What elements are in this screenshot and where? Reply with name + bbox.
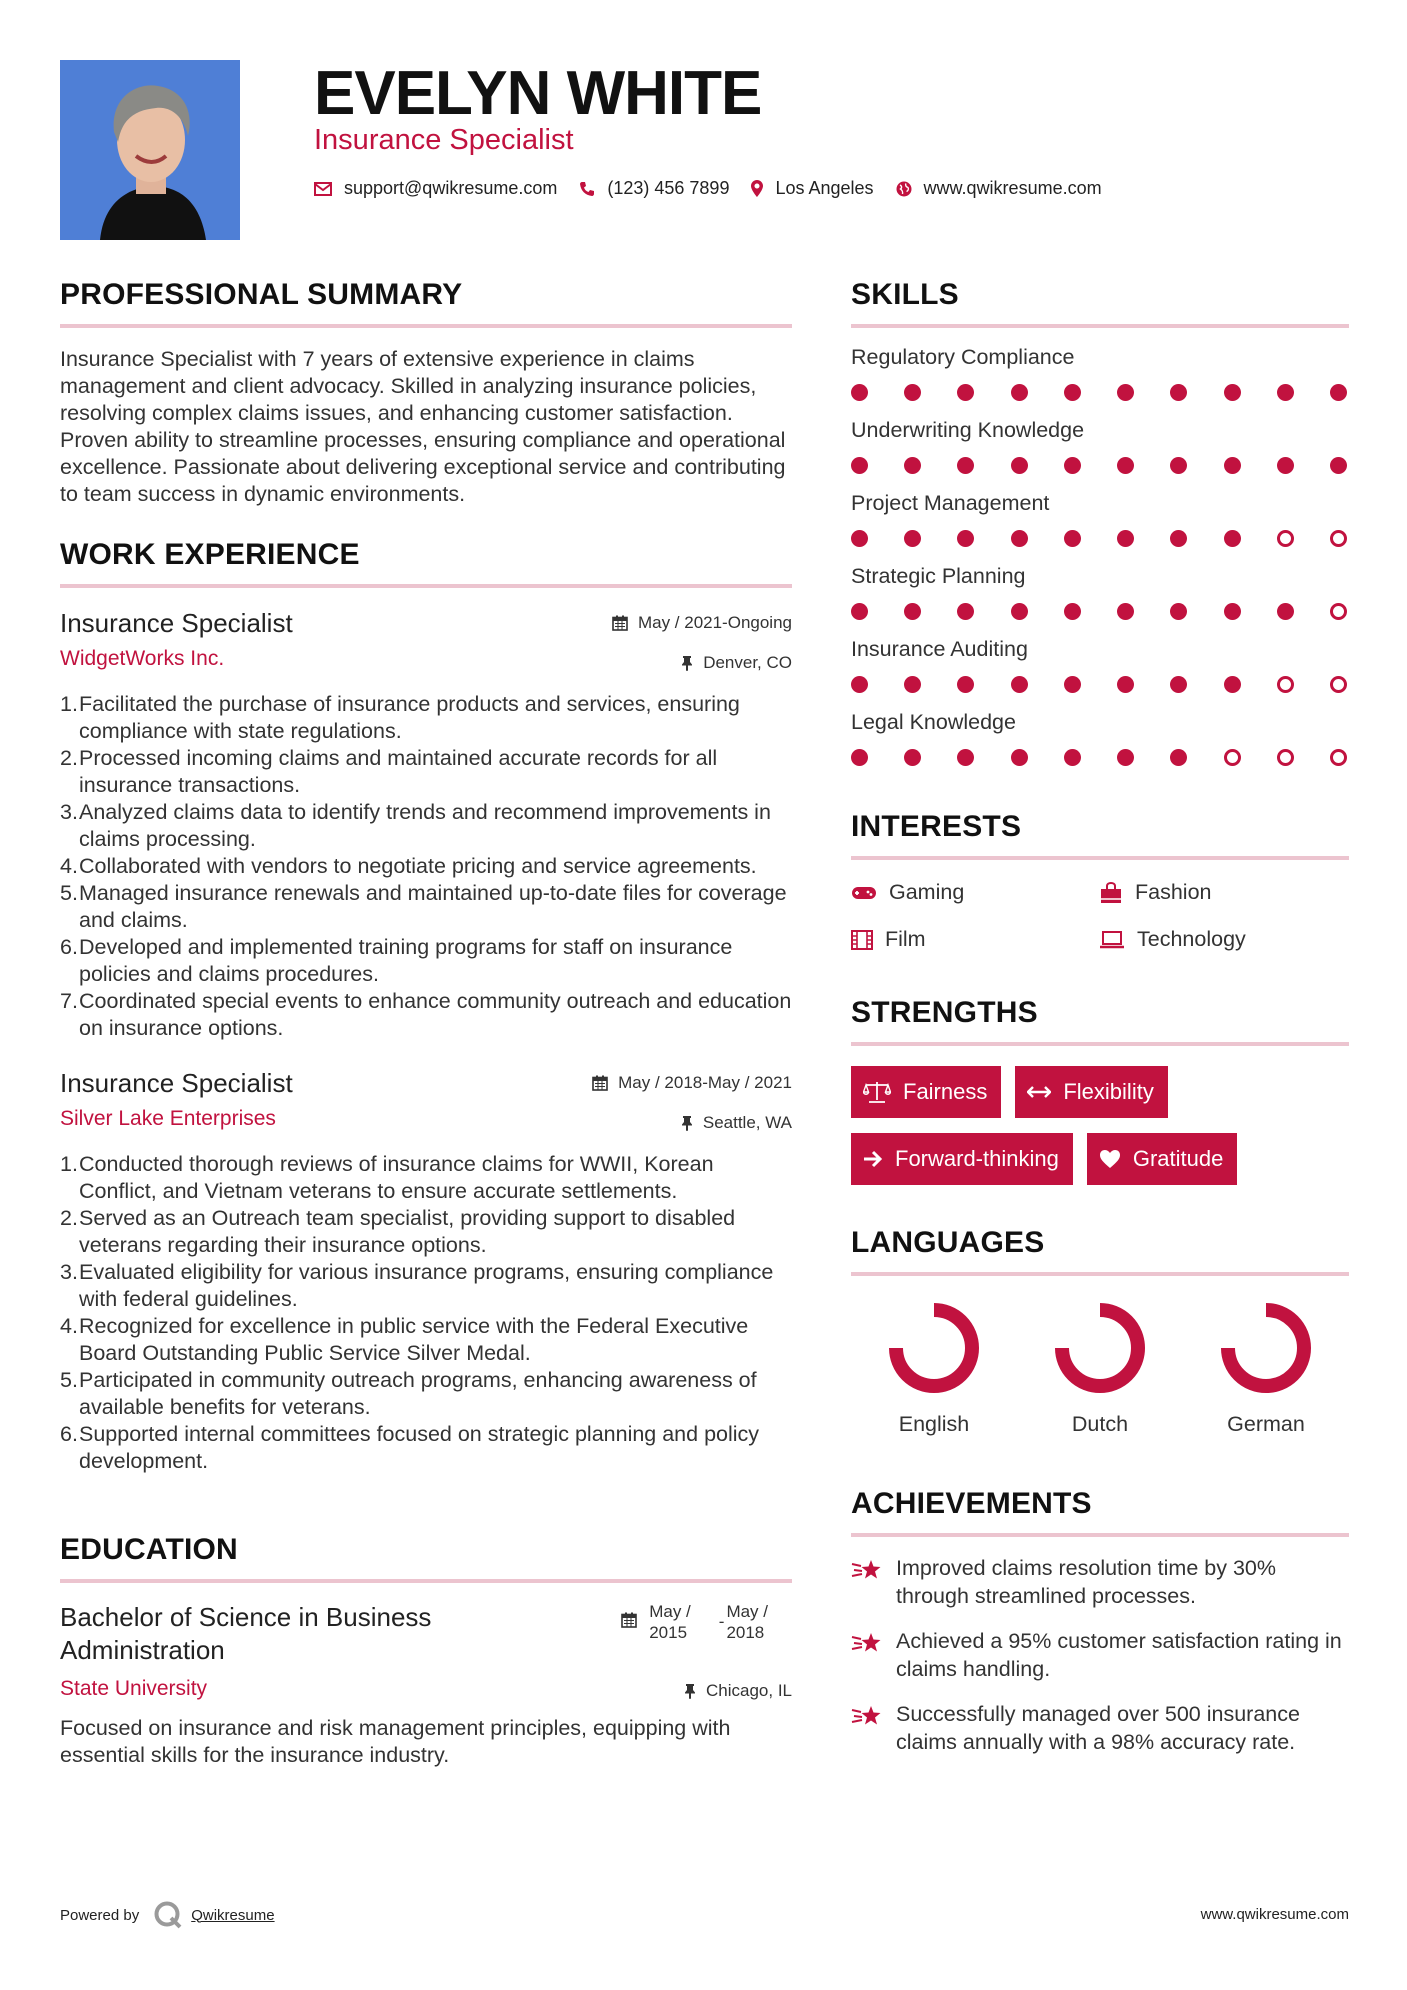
list-item: 5. Managed insurance renewals and maintained up-to-date files for coverage and claims. <box>60 881 787 932</box>
education-section <box>60 1533 792 1769</box>
interest-label: Fashion <box>1135 880 1212 904</box>
shooting-star-icon <box>851 1703 883 1729</box>
rating-dot-filled <box>851 384 868 401</box>
job-title: Insurance Specialist <box>60 608 293 638</box>
company-name: WidgetWorks Inc. <box>60 647 225 670</box>
skill-name: Legal Knowledge <box>851 710 1016 734</box>
skill-item <box>851 345 1349 401</box>
phone-icon <box>579 181 595 197</box>
interest-label: Gaming <box>889 880 965 904</box>
achievement-item <box>851 1554 1349 1610</box>
rating-dot-empty <box>1330 530 1347 547</box>
calendar-icon <box>621 1612 637 1628</box>
interest-item <box>851 880 1099 905</box>
rating-dot-filled <box>1224 530 1241 547</box>
rating-dot-filled <box>1064 676 1081 693</box>
degree-title: Bachelor of Science in Business Administration <box>60 1602 432 1665</box>
job-entry <box>60 1068 792 1475</box>
list-item: 3. Evaluated eligibility for various insurance programs, ensuring compliance with federal guidelines. <box>60 1260 774 1311</box>
rating-dot-filled <box>851 603 868 620</box>
rating-dot-filled <box>1011 384 1028 401</box>
language-item <box>1017 1300 1183 1437</box>
rating-dot-empty <box>1330 676 1347 693</box>
job-dates <box>612 613 792 633</box>
rating-dot-empty <box>1277 676 1294 693</box>
rating-dot-filled <box>1064 603 1081 620</box>
rating-dot-filled <box>851 676 868 693</box>
strength-label: Flexibility <box>1063 1079 1154 1104</box>
shopping-bag-icon <box>1099 882 1123 904</box>
strength-chip <box>1087 1133 1238 1185</box>
rating-dot-filled <box>1117 457 1134 474</box>
job-bullets <box>60 691 792 1042</box>
location-text: Los Angeles <box>775 178 874 198</box>
strength-label: Gratitude <box>1132 1146 1224 1171</box>
balance-scale-icon <box>863 1081 891 1103</box>
section-title: EDUCATION <box>60 1533 238 1566</box>
rating-dot-filled <box>1330 457 1347 474</box>
rating-dot-filled <box>851 457 868 474</box>
map-marker-icon <box>751 180 763 197</box>
summary-text: Insurance Specialist with 7 years of extensive experience in claims management and client advocacy. Skilled in analyzing insurance policies, resolving complex claims issues, and enhancing customer satisfaction. Proven ability to streamline processes, ensuring compliance and operational excellence. Passionate about delivering exceptional service and contributing to team success in dynamic environments. <box>60 347 786 506</box>
rating-dot-filled <box>851 530 868 547</box>
section-title: WORK EXPERIENCE <box>60 538 360 571</box>
envelope-icon <box>314 182 332 196</box>
interest-label: Technology <box>1137 927 1246 951</box>
strength-chip <box>851 1066 1001 1118</box>
rating-dot-filled <box>957 530 974 547</box>
skill-name: Regulatory Compliance <box>851 345 1075 369</box>
rating-dot-filled <box>1170 384 1187 401</box>
contact-website[interactable] <box>896 178 1102 199</box>
list-item: 4. Collaborated with vendors to negotiate pricing and service agreements. <box>60 854 757 878</box>
qwikresume-logo-icon <box>153 1900 183 1930</box>
brand-link[interactable]: Qwikresume <box>191 1906 275 1924</box>
section-divider <box>851 856 1349 860</box>
rating-dot-filled <box>1117 384 1134 401</box>
skill-rating <box>851 457 1349 474</box>
interests-section <box>851 810 1349 952</box>
job-title: Insurance Specialist <box>60 1068 293 1098</box>
job-location <box>681 1113 792 1133</box>
candidate-name: EVELYN WHITE <box>314 59 762 128</box>
language-level-arc <box>1062 1310 1138 1386</box>
pin-icon <box>684 1683 696 1699</box>
language-item <box>851 1300 1017 1437</box>
rating-dot-filled <box>1011 603 1028 620</box>
dates-text: May / 2021-Ongoing <box>637 613 792 632</box>
interest-item <box>1099 880 1347 905</box>
date-separator: - <box>718 1612 725 1631</box>
list-item: 2. Served as an Outreach team specialist, providing support to disabled veterans regarding their insurance options. <box>60 1206 736 1257</box>
start-date: May / 2015 <box>649 1602 691 1642</box>
skills-section <box>851 278 1349 766</box>
rating-dot-filled <box>851 749 868 766</box>
skill-item <box>851 637 1349 693</box>
section-divider <box>851 1533 1349 1537</box>
language-proficiency-ring <box>886 1300 982 1396</box>
languages-section <box>851 1226 1349 1437</box>
rating-dot-filled <box>1277 384 1294 401</box>
rating-dot-filled <box>1011 457 1028 474</box>
section-title: SKILLS <box>851 278 959 311</box>
language-level-arc <box>1228 1310 1304 1386</box>
strength-chip <box>1015 1066 1167 1118</box>
contact-bar <box>314 178 1124 199</box>
rating-dot-filled <box>904 676 921 693</box>
rating-dot-filled <box>1064 457 1081 474</box>
language-name: Dutch <box>1071 1412 1129 1436</box>
rating-dot-filled <box>1011 749 1028 766</box>
rating-dot-filled <box>904 749 921 766</box>
rating-dot-filled <box>904 457 921 474</box>
arrow-right-icon <box>863 1150 883 1168</box>
shooting-star-icon <box>851 1630 883 1656</box>
email-text: support@qwikresume.com <box>344 178 558 198</box>
rating-dot-filled <box>957 384 974 401</box>
list-item: 6. Developed and implemented training programs for staff on insurance policies and claims procedures. <box>60 935 733 986</box>
achievement-text: Achieved a 95% customer satisfaction rating in claims handling. <box>896 1629 1342 1681</box>
rating-dot-filled <box>1117 603 1134 620</box>
section-divider <box>60 1579 792 1583</box>
candidate-title: Insurance Specialist <box>314 124 574 156</box>
skill-name: Insurance Auditing <box>851 637 1028 661</box>
rating-dot-filled <box>904 603 921 620</box>
job-dates <box>592 1073 792 1093</box>
list-item: 3. Analyzed claims data to identify trends and recommend improvements in claims processing. <box>60 800 771 851</box>
arrows-horizontal-icon <box>1027 1086 1051 1098</box>
contact-email[interactable] <box>314 178 557 199</box>
rating-dot-filled <box>957 749 974 766</box>
heart-icon <box>1099 1149 1121 1169</box>
rating-dot-filled <box>1277 603 1294 620</box>
location-text: Chicago, IL <box>706 1681 792 1700</box>
rating-dot-filled <box>1064 749 1081 766</box>
website-text: www.qwikresume.com <box>923 178 1102 198</box>
rating-dot-filled <box>1277 457 1294 474</box>
footer-website[interactable]: www.qwikresume.com <box>1200 1906 1349 1923</box>
job-location <box>681 653 792 673</box>
skill-item <box>851 564 1349 620</box>
location-text: Seattle, WA <box>702 1113 792 1132</box>
section-title: INTERESTS <box>851 810 1022 843</box>
rating-dot-filled <box>1170 603 1187 620</box>
rating-dot-empty <box>1224 749 1241 766</box>
list-item: 7. Coordinated special events to enhance community outreach and education on insurance options. <box>60 989 792 1040</box>
strength-label: Fairness <box>903 1079 988 1104</box>
skill-rating <box>851 749 1349 766</box>
rating-dot-filled <box>1117 676 1134 693</box>
language-proficiency-ring <box>1052 1300 1148 1396</box>
skill-name: Strategic Planning <box>851 564 1026 588</box>
gamepad-icon <box>851 885 877 901</box>
list-item: 6. Supported internal committees focused on strategic planning and policy development. <box>60 1422 760 1473</box>
language-name: German <box>1227 1412 1305 1436</box>
achievement-item <box>851 1700 1349 1756</box>
skill-rating <box>851 603 1349 620</box>
school-name: State University <box>60 1677 208 1700</box>
rating-dot-filled <box>1170 676 1187 693</box>
section-title: ACHIEVEMENTS <box>851 1487 1092 1520</box>
skill-rating <box>851 530 1349 547</box>
interest-label: Film <box>885 927 926 951</box>
language-level-arc <box>896 1310 972 1386</box>
interest-item <box>851 927 1099 952</box>
language-name: English <box>898 1412 970 1436</box>
skills-list <box>851 345 1349 766</box>
section-title: PROFESSIONAL SUMMARY <box>60 278 463 311</box>
list-item: 1. Facilitated the purchase of insurance products and services, ensuring compliance with state regulations. <box>60 692 740 743</box>
strengths-section <box>851 996 1349 1200</box>
rating-dot-filled <box>1224 603 1241 620</box>
calendar-icon <box>612 615 628 631</box>
achievement-item <box>851 1627 1349 1683</box>
contact-phone[interactable] <box>579 178 729 199</box>
company-name: Silver Lake Enterprises <box>60 1107 276 1130</box>
section-divider <box>851 1042 1349 1046</box>
section-title: STRENGTHS <box>851 996 1038 1029</box>
film-icon <box>851 930 873 950</box>
rating-dot-filled <box>1117 530 1134 547</box>
rating-dot-filled <box>904 530 921 547</box>
rating-dot-empty <box>1330 603 1347 620</box>
rating-dot-filled <box>957 676 974 693</box>
profile-photo <box>60 60 240 240</box>
rating-dot-filled <box>957 603 974 620</box>
right-column <box>851 278 1349 1756</box>
experience-section <box>60 538 792 1475</box>
rating-dot-filled <box>904 384 921 401</box>
list-item: 1. Conducted thorough reviews of insurance claims for WWII, Korean Conflict, and Vietnam veterans to ensure accurate settlements. <box>60 1152 714 1203</box>
rating-dot-filled <box>1170 530 1187 547</box>
skill-rating <box>851 384 1349 401</box>
rating-dot-filled <box>1170 457 1187 474</box>
achievement-text: Successfully managed over 500 insurance claims annually with a 98% accuracy rate. <box>896 1702 1300 1754</box>
list-item: 2. Processed incoming claims and maintained accurate records for all insurance transactions. <box>60 746 718 797</box>
job-bullets <box>60 1151 792 1475</box>
rating-dot-filled <box>1064 384 1081 401</box>
section-divider <box>60 324 792 328</box>
skill-name: Project Management <box>851 491 1050 515</box>
rating-dot-empty <box>1330 749 1347 766</box>
skill-name: Underwriting Knowledge <box>851 418 1085 442</box>
rating-dot-filled <box>1117 749 1134 766</box>
location-text: Denver, CO <box>703 653 792 672</box>
section-divider <box>851 324 1349 328</box>
rating-dot-filled <box>1170 749 1187 766</box>
left-column <box>60 278 792 1769</box>
footer-powered-by <box>60 1900 275 1930</box>
summary-section <box>60 278 792 508</box>
rating-dot-filled <box>1330 384 1347 401</box>
language-proficiency-ring <box>1218 1300 1314 1396</box>
skill-item <box>851 710 1349 766</box>
rating-dot-empty <box>1277 749 1294 766</box>
pin-icon <box>681 655 693 671</box>
powered-by-label: Powered by <box>60 1906 140 1924</box>
rating-dot-filled <box>1224 676 1241 693</box>
rating-dot-filled <box>957 457 974 474</box>
section-divider <box>851 1272 1349 1276</box>
section-title: LANGUAGES <box>851 1226 1045 1259</box>
rating-dot-filled <box>1064 530 1081 547</box>
skill-item <box>851 491 1349 547</box>
section-divider <box>60 584 792 588</box>
job-entry <box>60 608 792 1042</box>
achievements-section <box>851 1487 1349 1756</box>
skill-rating <box>851 676 1349 693</box>
education-dates <box>621 1601 768 1643</box>
laptop-icon <box>1099 931 1125 949</box>
rating-dot-empty <box>1277 530 1294 547</box>
language-item <box>1183 1300 1349 1437</box>
rating-dot-filled <box>1011 676 1028 693</box>
rating-dot-filled <box>1224 384 1241 401</box>
skill-item <box>851 418 1349 474</box>
list-item: 5. Participated in community outreach programs, enhancing awareness of available benefits for veterans. <box>60 1368 757 1419</box>
globe-icon <box>896 181 912 197</box>
achievement-text: Improved claims resolution time by 30% through streamlined processes. <box>896 1556 1276 1608</box>
rating-dot-filled <box>1011 530 1028 547</box>
strength-label: Forward-thinking <box>895 1146 1059 1171</box>
contact-location <box>751 178 873 199</box>
list-item: 4. Recognized for excellence in public service with the Federal Executive Board Outstanding Public Service Silver Medal. <box>60 1314 749 1365</box>
pin-icon <box>681 1115 693 1131</box>
education-description: Focused on insurance and risk management principles, equipping with essential skills for the insurance industry. <box>60 1716 731 1767</box>
strength-chip <box>851 1133 1073 1185</box>
end-date: May / 2018 <box>726 1602 768 1642</box>
phone-text: (123) 456 7899 <box>607 178 730 198</box>
dates-text: May / 2018-May / 2021 <box>618 1073 792 1092</box>
shooting-star-icon <box>851 1557 883 1583</box>
education-location <box>684 1681 792 1701</box>
interest-item <box>1099 927 1347 952</box>
rating-dot-filled <box>1224 457 1241 474</box>
calendar-icon <box>592 1075 608 1091</box>
